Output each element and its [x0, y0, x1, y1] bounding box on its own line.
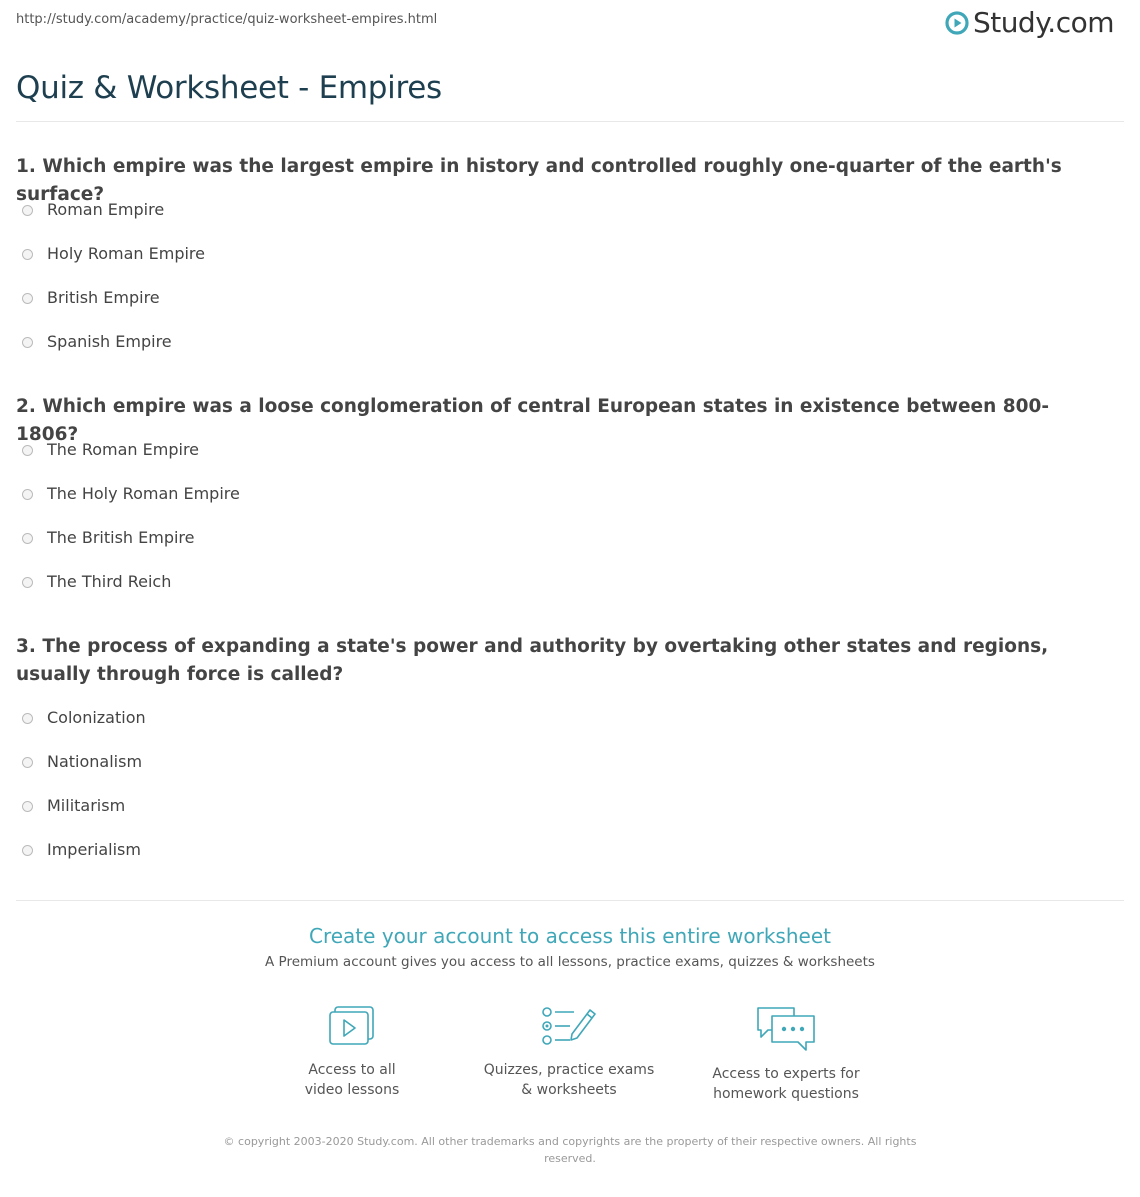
copyright-line: reserved. [544, 1152, 596, 1165]
answer-option[interactable] [22, 840, 146, 884]
option-label: Colonization [47, 708, 146, 727]
cta-title-link[interactable]: Create your account to access this entire worksheet [309, 924, 831, 948]
radio-button[interactable] [22, 293, 33, 304]
answer-option[interactable] [22, 440, 240, 484]
answer-option[interactable] [22, 796, 146, 840]
option-label: The Holy Roman Empire [47, 484, 240, 503]
feature-label-line: & worksheets [521, 1082, 617, 1098]
radio-button[interactable] [22, 533, 33, 544]
feature-label-line: video lessons [304, 1082, 400, 1098]
radio-button[interactable] [22, 577, 33, 588]
option-label: Roman Empire [47, 200, 165, 219]
radio-button[interactable] [22, 205, 33, 216]
radio-button[interactable] [22, 445, 33, 456]
option-label: Militarism [47, 796, 126, 815]
answer-option[interactable] [22, 484, 240, 528]
cta-subtitle: A Premium account gives you access to all lessons, practice exams, quizzes & worksheets [265, 954, 875, 970]
radio-button[interactable] [22, 713, 33, 724]
answer-option[interactable] [22, 572, 240, 616]
radio-button[interactable] [22, 757, 33, 768]
option-label: The Roman Empire [47, 440, 200, 459]
radio-button[interactable] [22, 249, 33, 260]
answer-option[interactable] [22, 200, 205, 244]
question-2: 2. Which empire was a loose conglomeration of central European states in existence between 800-1806? [16, 396, 1049, 445]
feature-label-line: Access to experts for [712, 1066, 860, 1082]
page-url: http://study.com/academy/practice/quiz-worksheet-empires.html [16, 12, 438, 27]
radio-button[interactable] [22, 489, 33, 500]
answer-option[interactable] [22, 752, 146, 796]
study-logo[interactable] [945, 6, 1114, 39]
question-1: 1. Which empire was the largest empire in history and controlled roughly one-quarter of the earth's surface? [16, 156, 1062, 205]
cta-divider [16, 900, 1124, 901]
option-label: British Empire [47, 288, 160, 307]
answer-option[interactable] [22, 332, 205, 376]
option-label: Imperialism [47, 840, 141, 859]
video-lessons-icon [325, 1004, 379, 1050]
feature-label-line: homework questions [713, 1086, 859, 1102]
option-label: The British Empire [47, 528, 195, 547]
copyright-line: © copyright 2003-2020 Study.com. All other trademarks and copyrights are the property of their respective owners. All rights [223, 1135, 917, 1148]
logo-text: Study.com [972, 6, 1114, 39]
answer-option[interactable] [22, 528, 240, 572]
chat-bubbles-icon [754, 1004, 818, 1054]
copyright-notice [210, 1133, 930, 1167]
option-label: Spanish Empire [47, 332, 172, 351]
feature-label-line: Access to all [308, 1062, 396, 1078]
question-2-options [22, 440, 240, 616]
feature-quizzes [469, 1004, 669, 1100]
feature-label-line: Quizzes, practice exams [483, 1062, 655, 1078]
radio-button[interactable] [22, 337, 33, 348]
feature-video-lessons [252, 1004, 452, 1100]
question-3: 3. The process of expanding a state's power and authority by overtaking other states and regions, usually through force is called? [16, 636, 1049, 685]
answer-option[interactable] [22, 244, 205, 288]
play-circle-icon [945, 11, 969, 35]
question-3-options [22, 708, 146, 884]
option-label: Holy Roman Empire [47, 244, 205, 263]
option-label: Nationalism [47, 752, 143, 771]
radio-button[interactable] [22, 801, 33, 812]
answer-option[interactable] [22, 708, 146, 752]
page-title: Quiz & Worksheet - Empires [16, 70, 442, 106]
answer-option[interactable] [22, 288, 205, 332]
title-divider [16, 121, 1124, 122]
quiz-checklist-icon [540, 1004, 598, 1050]
radio-button[interactable] [22, 845, 33, 856]
question-1-options [22, 200, 205, 376]
feature-experts [686, 1004, 886, 1104]
option-label: The Third Reich [47, 572, 172, 591]
